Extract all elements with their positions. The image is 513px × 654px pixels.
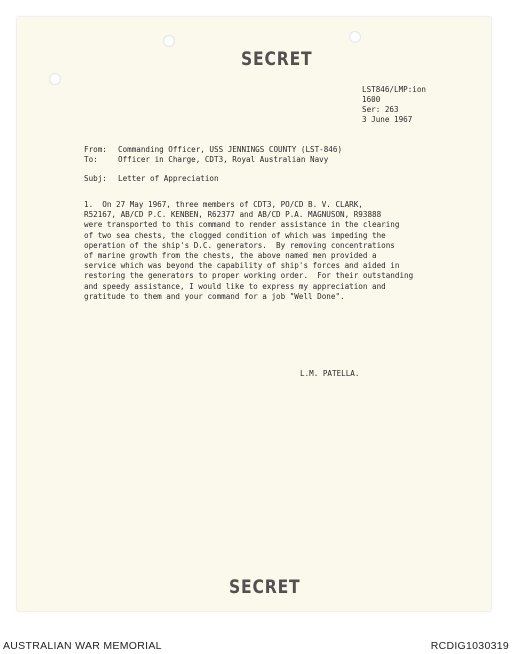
punch-hole (163, 35, 175, 47)
body-line: of marine growth from the chests, the above named men provided a (84, 251, 377, 261)
punch-hole (349, 31, 361, 43)
to-label: To: (84, 155, 98, 164)
subj-label: Subj: (84, 174, 107, 183)
body-line: 1. On 27 May 1967, three members of CDT3, PO/CD B. V. CLARK, (84, 200, 363, 209)
body-line: were transported to this command to render assistance in the clearing (84, 220, 400, 230)
body-line: and speedy assistance, I would like to express my appreciation and (84, 281, 386, 291)
document-page (17, 17, 491, 611)
body-line: R52167, AB/CD P.C. KENBEN, R62377 and AB/CD P.A. MAGNUSON, R93888 (84, 210, 382, 220)
secret-stamp-bottom: SECRET (229, 576, 301, 598)
body-line: of two sea chests, the clogged condition of which was impeding the (84, 230, 386, 240)
body-line: gratitude to them and your command for a job "Well Done". (84, 291, 345, 301)
signature: L.M. PATELLA. (300, 369, 360, 378)
letter-body (84, 200, 413, 302)
body-line: service which was beyond the capability of ship's forces and aided in (84, 261, 400, 271)
from-label: From: (84, 145, 107, 154)
ref-line-3: Ser: 263 (362, 105, 399, 114)
from-value: Commanding Officer, USS JENNINGS COUNTY (LST-846) (118, 145, 343, 154)
body-line: operation of the ship's D.C. generators. By removing concentrations (84, 240, 395, 250)
body-line: restoring the generators to proper working order. For their outstanding (84, 271, 414, 281)
subj-value: Letter of Appreciation (118, 174, 219, 183)
secret-stamp-top: SECRET (241, 48, 313, 70)
to-value: Officer in Charge, CDT3, Royal Australian Navy (118, 155, 329, 164)
ref-line-1: LST846/LMP:ion (362, 85, 427, 94)
ref-line-2: 1600 (362, 95, 381, 104)
footer-source: AUSTRALIAN WAR MEMORIAL (3, 640, 162, 652)
footer-id: RCDIG1030319 (430, 640, 509, 652)
punch-hole (49, 73, 61, 85)
ref-date: 3 June 1967 (362, 115, 413, 124)
